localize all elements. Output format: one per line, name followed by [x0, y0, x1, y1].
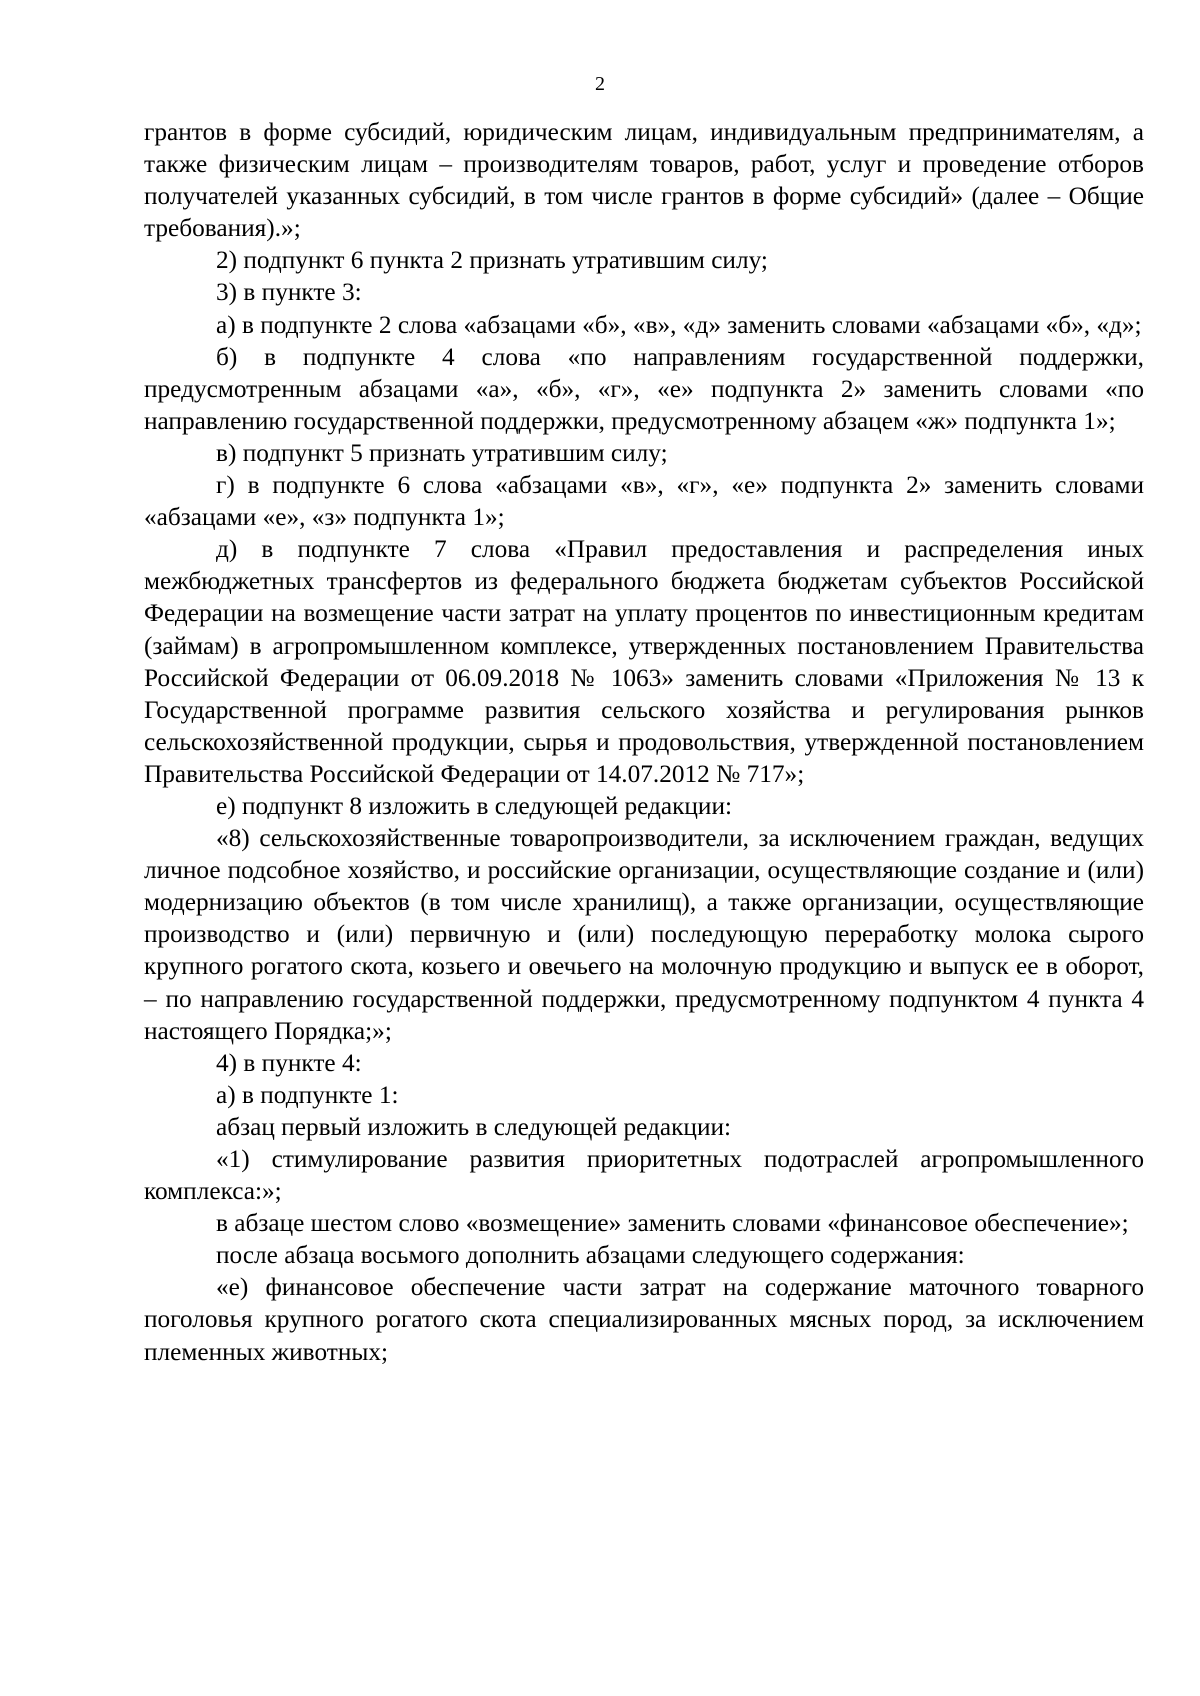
paragraph-abzac-sixth: в абзаце шестом слово «возмещение» заменить словами «финансовое обеспечение»;	[216, 1209, 1129, 1238]
paragraph-item-3g: г) в подпункте 6 слова «абзацами «в», «г», «е» подпункта 2» заменить словами «абзацами «е», «з» подпункта 1»;	[144, 471, 1144, 532]
paragraph-item-3v: в) подпункт 5 признать утратившим силу;	[216, 438, 668, 467]
paragraph-continuation: грантов в форме субсидий, юридическим лицам, индивидуальным предпринимателям, а также физическим лицам – производителям товаров, работ, услуг и проведение отборов получателей указанных субсидий, в том числе грантов в форме субсидий» (далее – Общие требования).»;	[144, 118, 1144, 243]
paragraph-item-4a: а) в подпункте 1:	[216, 1080, 399, 1109]
paragraph-item-2: 2) подпункт 6 пункта 2 признать утратившим силу;	[216, 246, 768, 275]
paragraph-quoted-1: «1) стимулирование развития приоритетных подотраслей агропромышленного комплекса:»;	[144, 1145, 1144, 1206]
paragraph-after-eighth: после абзаца восьмого дополнить абзацами следующего содержания:	[216, 1241, 965, 1270]
paragraph-item-3e: е) подпункт 8 изложить в следующей редакции:	[216, 791, 733, 820]
paragraph-quoted-e: «е) финансовое обеспечение части затрат на содержание маточного товарного поголовья крупного рогатого скота специализированных мясных пород, за исключением племенных животных;	[144, 1273, 1144, 1366]
paragraph-item-3d: д) в подпункте 7 слова «Правил предоставления и распределения иных межбюджетных трансфертов из федерального бюджета бюджетам субъектов Российской Федерации на возмещение части затрат на уплату процентов по инвестиционным кредитам (займам) в агропромышленном комплексе, утвержденных постановлением Правительства Российской Федерации от 06.09.2018 № 1063» заменить словами «Приложения № 13 к Государственной программе развития сельского хозяйства и регулирования рынков сельскохозяйственной продукции, сырья и продовольствия, утвержденной постановлением Правительства Российской Федерации от 14.07.2012 № 717»;	[144, 535, 1144, 788]
paragraph-item-3a: а) в подпункте 2 слова «абзацами «б», «в», «д» заменить словами «абзацами «б», «д»;	[216, 310, 1142, 339]
paragraph-item-3: 3) в пункте 3:	[216, 278, 362, 307]
paragraph-item-4: 4) в пункте 4:	[216, 1048, 362, 1077]
document-body	[144, 116, 1144, 1368]
paragraph-abzac-first: абзац первый изложить в следующей редакции:	[216, 1112, 732, 1141]
page-number: 2	[595, 73, 605, 95]
paragraph-item-3b: б) в подпункте 4 слова «по направлениям государственной поддержки, предусмотренным абзацами «а», «б», «г», «е» подпункта 2» заменить словами «по направлению государственной поддержки, предусмотренному абзацем «ж» подпункта 1»;	[144, 342, 1144, 435]
paragraph-quoted-8: «8) сельскохозяйственные товаропроизводители, за исключением граждан, ведущих личное подсобное хозяйство, и российские организации, осуществляющие создание и (или) модернизацию объектов (в том числе хранилищ), а также организации, осуществляющие производство и (или) первичную и (или) последующую переработку молока сырого крупного рогатого скота, козьего и овечьего на молочную продукцию и выпуск ее в оборот, – по направлению государственной поддержки, предусмотренному подпунктом 4 пункта 4 настоящего Порядка;»;	[144, 824, 1144, 1045]
